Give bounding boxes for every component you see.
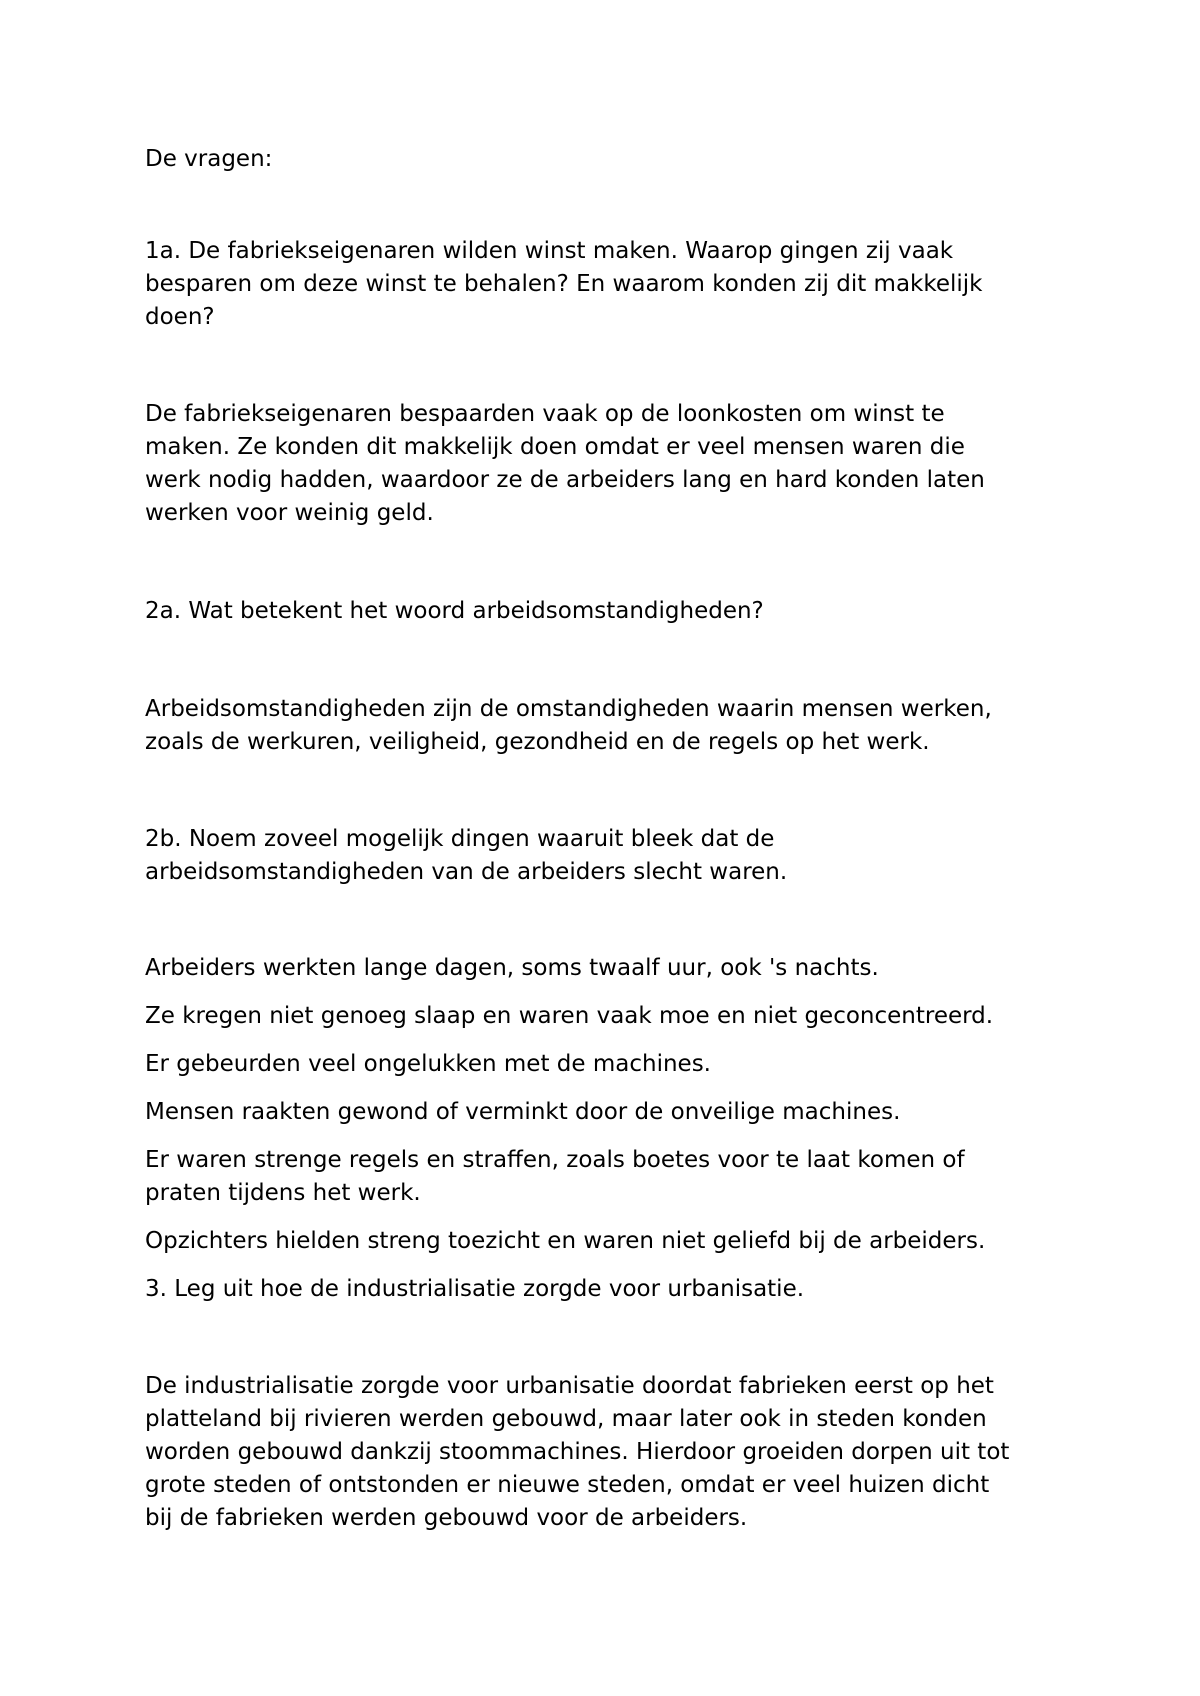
answer-2b-item: Ze kregen niet genoeg slaap en waren vaak moe en niet geconcentreerd. (145, 1003, 994, 1029)
question-1a: 1a. De fabriekseigenaren wilden winst maken. Waarop gingen zij vaak besparen om deze winst te behalen? En waarom konden zij dit makkelijk doen? (145, 238, 983, 330)
question-2b: 2b. Noem zoveel mogelijk dingen waaruit bleek dat de arbeidsomstandigheden van de arbeiders slecht waren. (145, 826, 788, 885)
answer-3: De industrialisatie zorgde voor urbanisatie doordat fabrieken eerst op het platteland bij rivieren werden gebouwd, maar later ook in steden konden worden gebouwd dankzij stoommachines. Hierdoor groeiden dorpen uit tot grote steden of ontstonden er nieuwe steden, omdat er veel huizen dicht bij de fabrieken werden gebouwd voor de arbeiders. (145, 1373, 1010, 1531)
answer-2b-item: Er gebeurden veel ongelukken met de machines. (145, 1051, 711, 1077)
answer-1a: De fabriekseigenaren bespaarden vaak op de loonkosten om winst te maken. Ze konden dit makkelijk doen omdat er veel mensen waren die werk nodig hadden, waardoor ze de arbeiders lang en hard konden laten werken voor weinig geld. (145, 401, 985, 526)
answer-2b-item: Arbeiders werkten lange dagen, soms twaalf uur, ook 's nachts. (145, 955, 879, 981)
question-3: 3. Leg uit hoe de industrialisatie zorgde voor urbanisatie. (145, 1276, 805, 1302)
answer-2b-item: Mensen raakten gewond of verminkt door de onveilige machines. (145, 1099, 901, 1125)
document-heading: De vragen: (145, 146, 273, 172)
answer-2b-item: Opzichters hielden streng toezicht en waren niet geliefd bij de arbeiders. (145, 1228, 986, 1254)
answer-2b-item: Er waren strenge regels en straffen, zoals boetes voor te laat komen of praten tijdens het werk. (145, 1147, 965, 1206)
answer-2a: Arbeidsomstandigheden zijn de omstandigheden waarin mensen werken, zoals de werkuren, veiligheid, gezondheid en de regels op het werk. (145, 696, 992, 755)
document-page (145, 0, 1075, 1696)
question-2a: 2a. Wat betekent het woord arbeidsomstandigheden? (145, 598, 764, 624)
